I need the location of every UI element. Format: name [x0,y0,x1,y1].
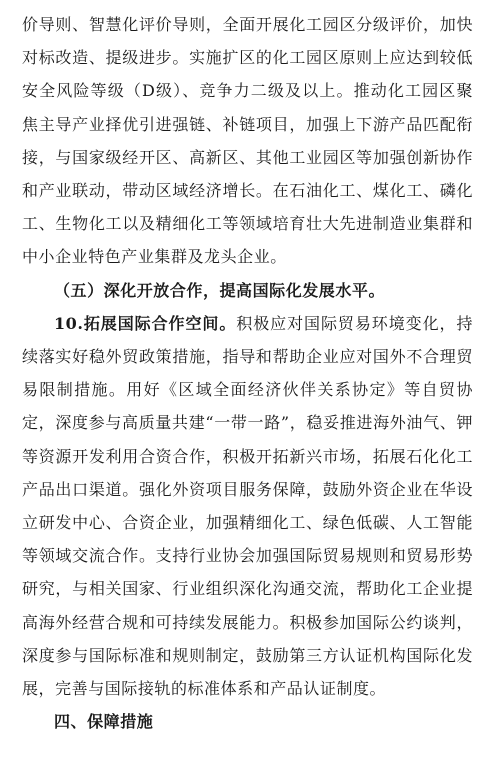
paragraph-park-evaluation: 价导则、智慧化评价导则，全面开展化工园区分级评价，加快对标改造、提级进步。实施扩区的化工园区原则上应达到较低安全风险等级（D级）、竞争力二级及以上。推动化工园区聚焦主导产业择优引进强链、补链项目，加强上下游产品匹配衔接，与国家级经开区、高新区、其他工业园区等加强创新协作和产业联动，带动区域经济增长。在石油化工、煤化工、磷化工、生物化工以及精细化工等领域培育壮大先进制造业集群和中小企业特色产业集群及龙头企业。 [22,15,473,267]
section-4-heading: 四、保障措施 [54,712,154,732]
item-10-body: 积极应对国际贸易环境变化，持续落实好稳外贸政策措施，指导和帮助企业应对国外不合理贸易限制措施。用好《区域全面经济伙伴关系协定》等自贸协定，深度参与高质量共建“一带一路”，稳妥推进海外油气、钾等资源开发利用合资合作，积极开拓新兴市场，拓展石化化工产品出口渠道。强化外资项目服务保障，鼓励外资企业在华设立研发中心、合资企业，加强精细化工、绿色低碳、人工智能等领域交流合作。支持行业协会加强国际贸易规则和贸易形势研究，与相关国家、行业组织深化沟通交流，帮助化工企业提高海外经营合规和可持续发展能力。积极参加国际公约谈判，深度参与国际标准和规则制定，鼓励第三方认证机构国际化发展，完善与国际接轨的标准体系和产品认证制度。 [22,313,474,699]
item-10-paragraph [22,307,473,705]
section-5-heading: （五）深化开放合作，提高国际化发展水平。 [54,280,386,300]
item-10-heading: 10.拓展国际合作空间。 [54,313,237,333]
